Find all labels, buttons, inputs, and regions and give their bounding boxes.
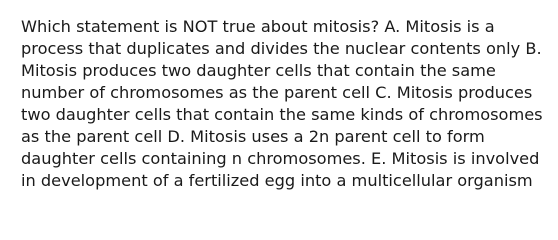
question-text xyxy=(21,16,543,192)
question-line: Which statement is NOT true about mitosis? A. Mitosis is a xyxy=(21,17,495,36)
question-line: two daughter cells that contain the same kinds of chromosomes xyxy=(21,105,543,124)
question-line: as the parent cell D. Mitosis uses a 2n parent cell to form xyxy=(21,127,485,146)
question-line: number of chromosomes as the parent cell C. Mitosis produces xyxy=(21,83,533,102)
question-line: process that duplicates and divides the nuclear contents only B. xyxy=(21,39,542,58)
question-line: daughter cells containing n chromosomes. E. Mitosis is involved xyxy=(21,149,540,168)
question-line: Mitosis produces two daughter cells that contain the same xyxy=(21,61,496,80)
question-line: in development of a fertilized egg into a multicellular organism xyxy=(21,171,533,190)
